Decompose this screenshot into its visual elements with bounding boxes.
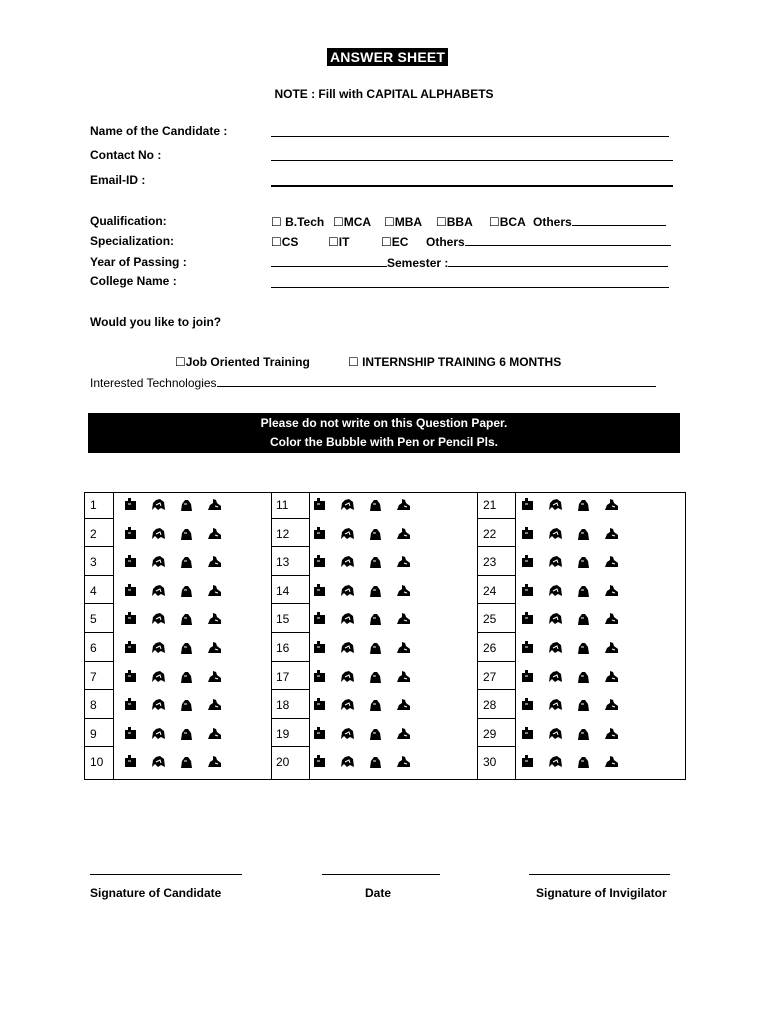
specialization-others-field[interactable] xyxy=(465,234,671,246)
qualification-label: Qualification: xyxy=(90,214,167,228)
bubble-b-icon[interactable] xyxy=(548,583,563,598)
bubble-a-icon[interactable] xyxy=(520,497,535,512)
bubble-a-icon[interactable] xyxy=(520,754,535,769)
bubble-a-icon[interactable] xyxy=(520,611,535,626)
bubble-a-icon[interactable] xyxy=(520,726,535,741)
year-semester-row xyxy=(271,255,668,270)
qualification-others-field[interactable] xyxy=(572,214,666,226)
candidate-signature-label: Signature of Candidate xyxy=(90,886,222,900)
invigilator-signature-label: Signature of Invigilator xyxy=(536,886,667,900)
bubble-c-icon[interactable] xyxy=(576,669,591,684)
bubble-d-icon[interactable] xyxy=(604,611,619,626)
row-divider xyxy=(477,603,515,604)
answer-grid xyxy=(84,492,686,780)
question-number: 17 xyxy=(276,669,290,684)
question-number: 23 xyxy=(483,555,497,570)
question-number: 5 xyxy=(90,612,97,627)
question-row xyxy=(85,666,685,694)
question-number: 27 xyxy=(483,669,497,684)
interested-technologies-field[interactable] xyxy=(217,375,656,387)
specialization-option-ec[interactable]: ☐EC xyxy=(381,235,409,249)
qualification-option-bca[interactable]: ☐BCA xyxy=(489,215,526,229)
bubble-a-icon[interactable] xyxy=(520,669,535,684)
date-label: Date xyxy=(365,886,392,900)
question-number: 13 xyxy=(276,555,290,570)
bubble-a-icon[interactable] xyxy=(520,697,535,712)
email-label: Email-ID : xyxy=(90,173,146,187)
note: NOTE : Fill with CAPITAL ALPHABETS xyxy=(274,87,494,101)
bubble-b-icon[interactable] xyxy=(548,497,563,512)
qualification-option-mca[interactable]: ☐MCA xyxy=(333,215,372,229)
bubble-b-icon[interactable] xyxy=(548,669,563,684)
row-divider xyxy=(477,518,515,519)
specialization-option-it[interactable]: ☐IT xyxy=(328,235,350,249)
question-number: 20 xyxy=(276,755,290,770)
bubble-a-icon[interactable] xyxy=(520,554,535,569)
bubble-b-icon[interactable] xyxy=(548,726,563,741)
semester-field[interactable] xyxy=(448,255,668,267)
job-oriented-training-checkbox[interactable]: ☐Job Oriented Training xyxy=(175,355,310,369)
banner-line-1: Please do not write on this Question Paper. xyxy=(260,416,508,430)
question-number: 19 xyxy=(276,726,290,741)
bubble-b-icon[interactable] xyxy=(548,754,563,769)
bubble-c-icon[interactable] xyxy=(576,526,591,541)
question-number: 8 xyxy=(90,698,97,713)
question-number: 21 xyxy=(483,498,497,512)
question-number: 15 xyxy=(276,612,290,627)
name-label: Name of the Candidate : xyxy=(90,124,228,138)
banner-line-2: Color the Bubble with Pen or Pencil Pls. xyxy=(269,435,499,449)
question-number: 11 xyxy=(276,498,289,512)
instruction-banner xyxy=(88,413,680,453)
bubble-d-icon[interactable] xyxy=(604,754,619,769)
bubble-d-icon[interactable] xyxy=(604,726,619,741)
question-number: 2 xyxy=(90,526,97,541)
college-field[interactable] xyxy=(271,287,669,288)
specialization-others-label: Others xyxy=(426,235,465,249)
year-label: Year of Passing : xyxy=(90,255,187,269)
question-number: 25 xyxy=(483,612,497,627)
question-number: 18 xyxy=(276,698,290,713)
question-number: 30 xyxy=(483,755,497,770)
bubble-b-icon[interactable] xyxy=(548,611,563,626)
join-question: Would you like to join? xyxy=(90,315,222,329)
qualification-options xyxy=(271,214,666,229)
bubble-c-icon[interactable] xyxy=(576,697,591,712)
bubble-d-icon[interactable] xyxy=(604,526,619,541)
page-title: ANSWER SHEET xyxy=(327,48,448,66)
bubble-c-icon[interactable] xyxy=(576,754,591,769)
contact-field[interactable] xyxy=(271,160,673,161)
interested-technologies-label: Interested Technologies xyxy=(90,376,217,390)
qualification-others-label: Others xyxy=(533,215,572,229)
question-number: 3 xyxy=(90,555,97,570)
question-number: 7 xyxy=(90,669,97,684)
row-divider xyxy=(477,689,515,690)
bubble-d-icon[interactable] xyxy=(604,497,619,512)
bubble-a-icon[interactable] xyxy=(520,526,535,541)
specialization-label: Specialization: xyxy=(90,234,175,248)
question-number: 4 xyxy=(90,583,97,598)
bubble-a-icon[interactable] xyxy=(520,640,535,655)
bubble-a-icon[interactable] xyxy=(520,583,535,598)
bubble-c-icon[interactable] xyxy=(576,497,591,512)
question-number: 12 xyxy=(276,526,290,541)
bubble-d-icon[interactable] xyxy=(604,697,619,712)
contact-label: Contact No : xyxy=(90,148,162,162)
bubble-c-icon[interactable] xyxy=(576,640,591,655)
row-divider xyxy=(477,575,515,576)
specialization-option-cs[interactable]: ☐CS xyxy=(271,235,299,249)
question-number: 6 xyxy=(90,641,97,655)
internship-training-checkbox[interactable]: ☐ INTERNSHIP TRAINING 6 MONTHS xyxy=(348,355,562,369)
question-number: 16 xyxy=(276,641,290,655)
row-divider xyxy=(477,718,515,719)
question-number: 9 xyxy=(90,726,97,741)
question-row xyxy=(85,637,685,665)
bubble-c-icon[interactable] xyxy=(576,554,591,569)
bubble-b-icon[interactable] xyxy=(548,697,563,712)
semester-label: Semester : xyxy=(387,256,449,270)
bubble-d-icon[interactable] xyxy=(604,640,619,655)
question-number: 22 xyxy=(483,526,497,541)
email-field[interactable] xyxy=(271,185,673,187)
bubble-d-icon[interactable] xyxy=(604,669,619,684)
question-row xyxy=(85,723,685,751)
name-field[interactable] xyxy=(271,136,669,137)
bubble-d-icon[interactable] xyxy=(604,583,619,598)
candidate-signature-line[interactable] xyxy=(90,874,242,875)
question-number: 10 xyxy=(90,755,104,770)
question-number: 1 xyxy=(90,498,97,512)
bubble-b-icon[interactable] xyxy=(548,526,563,541)
interested-technologies-row xyxy=(90,375,656,390)
question-row xyxy=(85,694,685,722)
bubble-b-icon[interactable] xyxy=(548,554,563,569)
question-row xyxy=(85,580,685,608)
row-divider xyxy=(477,746,515,747)
question-row xyxy=(85,751,685,779)
question-number: 14 xyxy=(276,583,290,598)
year-field[interactable] xyxy=(271,255,387,267)
row-divider xyxy=(477,546,515,547)
bubble-c-icon[interactable] xyxy=(576,726,591,741)
question-number: 29 xyxy=(483,726,497,741)
question-row xyxy=(85,551,685,579)
qualification-option-btech[interactable]: ☐ B.Tech xyxy=(271,215,325,229)
row-divider xyxy=(477,661,515,662)
invigilator-signature-line[interactable] xyxy=(529,874,670,875)
qualification-option-mba[interactable]: ☐MBA xyxy=(384,215,423,229)
question-row xyxy=(85,494,685,522)
row-divider xyxy=(477,632,515,633)
question-number: 28 xyxy=(483,698,497,713)
date-line[interactable] xyxy=(322,874,440,875)
bubble-c-icon[interactable] xyxy=(576,611,591,626)
bubble-c-icon[interactable] xyxy=(576,583,591,598)
question-number: 24 xyxy=(483,583,497,598)
qualification-option-bba[interactable]: ☐BBA xyxy=(436,215,473,229)
question-row xyxy=(85,608,685,636)
college-label: College Name : xyxy=(90,274,177,288)
bubble-b-icon[interactable] xyxy=(548,640,563,655)
question-row xyxy=(85,523,685,551)
bubble-d-icon[interactable] xyxy=(604,554,619,569)
specialization-options xyxy=(271,234,671,249)
question-number: 26 xyxy=(483,641,497,655)
